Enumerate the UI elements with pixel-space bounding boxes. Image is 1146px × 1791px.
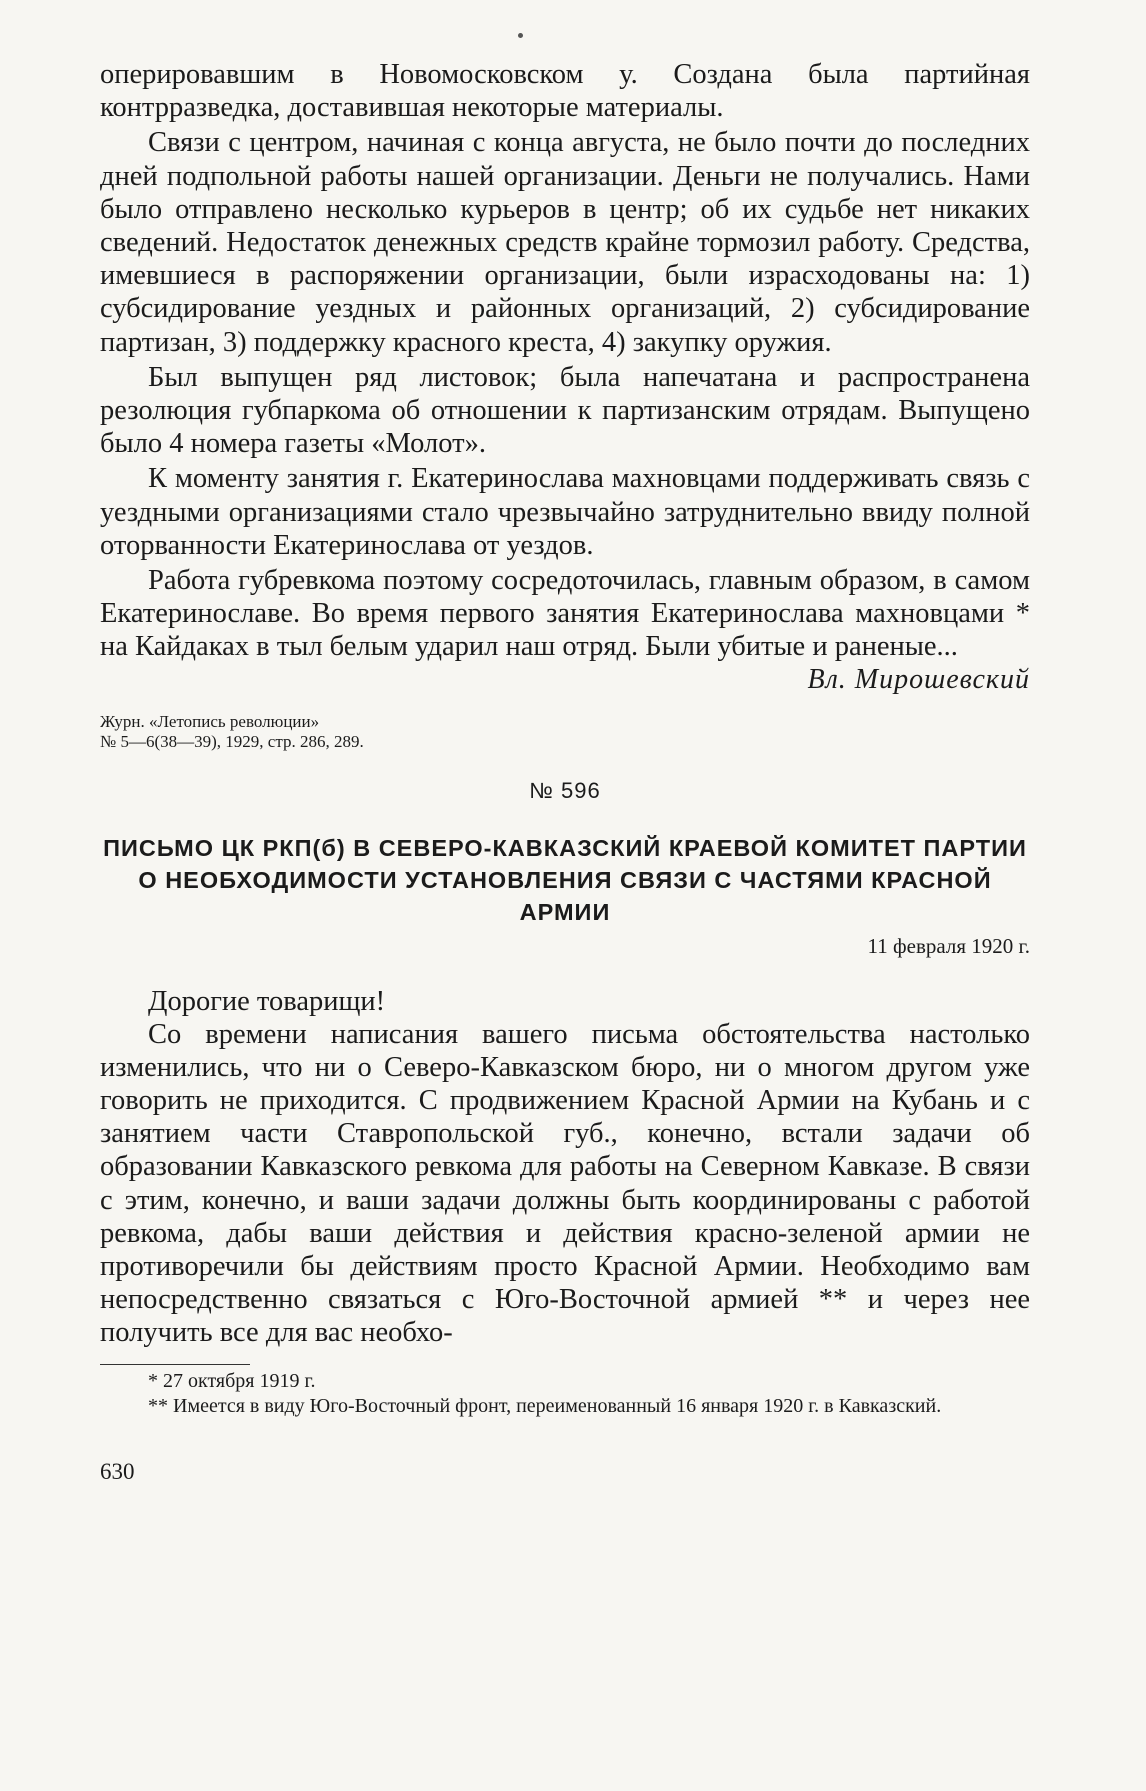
letter-greeting: Дорогие товарищи! [148,985,386,1017]
page-number: 630 [100,1458,135,1484]
document-date: 11 февраля 1920 г. [867,933,1030,958]
document-title: ПИСЬМО ЦК РКП(б) В СЕВЕРО-КАВКАЗСКИЙ КРАЕВОЙ КОМИТЕТ ПАРТИИ О НЕОБХОДИМОСТИ УСТАНОВЛЕНИЯ СВЯЗИ С ЧАСТЯМИ КРАСНОЙ АРМИИ [103,834,1027,925]
source-issue: № 5—6(38—39), 1929, стр. 286, 289. [100,731,364,751]
footnote-1: * 27 октября 1919 г. [148,1369,316,1392]
paragraph-makhnovtsy: К моменту занятия г. Екатеринослава махновцами поддерживать связь с уездными организациями стало чрезвычайно затруднительно ввиду полной оторванности Екатеринослава от уездов. [100,463,1030,561]
author-signature: Вл. Мирошевский [807,663,1030,695]
source-citation [100,712,1030,752]
footnotes [100,1369,1030,1419]
book-page [100,58,1030,1485]
paragraph-center-connections: Связи с центром, начиная с конца августа, не было почти до последних дней подпольной работы нашей организации. Деньги не получались. Нами было отправлено несколько курьеров в центр; об их судьбе нет никаких сведений. Недостаток денежных средств крайне тормозил работу. Средства, имевшиеся в распоряжении организации, были израсходованы на: 1) субсидирование уездных и районных организаций, 2) субсидирование партизан, 3) поддержку красного креста, 4) закупку оружия. [100,127,1030,358]
footnote-divider [100,1364,250,1365]
paragraph-gubrevkom-work: Работа губревкома поэтому сосредоточилась, главным образом, в самом Екатеринославе. Во время первого занятия Екатеринослава махновцами * на Кайдаках в тыл белым ударил наш отряд. Были убитые и раненые... [100,565,1030,663]
letter-body: Со времени написания вашего письма обстоятельства настолько изменились, что ни о Северо-Кавказском бюро, ни о многом другом уже говорить не приходится. С продвижением Красной Армии на Кубань и с занятием части Ставропольской губ., конечно, встали задачи об образовании Кавказского ревкома для работы на Северном Кавказе. В связи с этим, конечно, и ваши задачи должны быть координированы с работой ревкома, дабы ваши действия и действия красно-зеленой армии не противоречили бы действиям просто Красной Армии. Необходимо вам непосредственно связаться с Юго-Восточной армией ** и через нее получить все для вас необхо- [100,1018,1030,1349]
document-596 [100,778,1030,1350]
paragraph-continuation: оперировавшим в Новомосковском у. Создана была партийная контрразведка, доставившая некоторые материалы. [100,59,1030,124]
document-number: № 596 [529,777,601,803]
paragraph-leaflets: Был выпущен ряд листовок; была напечатана и распространена резолюция губпаркома об отношении к партизанским отрядам. Выпущено было 4 номера газеты «Молот». [100,361,1030,460]
print-speck [518,33,523,38]
previous-document-ending [100,58,1030,752]
footnote-2: ** Имеется в виду Юго-Восточный фронт, переименованный 16 января 1920 г. в Кавказский. [148,1394,942,1417]
source-journal: Журн. «Летопись революции» [100,711,320,731]
